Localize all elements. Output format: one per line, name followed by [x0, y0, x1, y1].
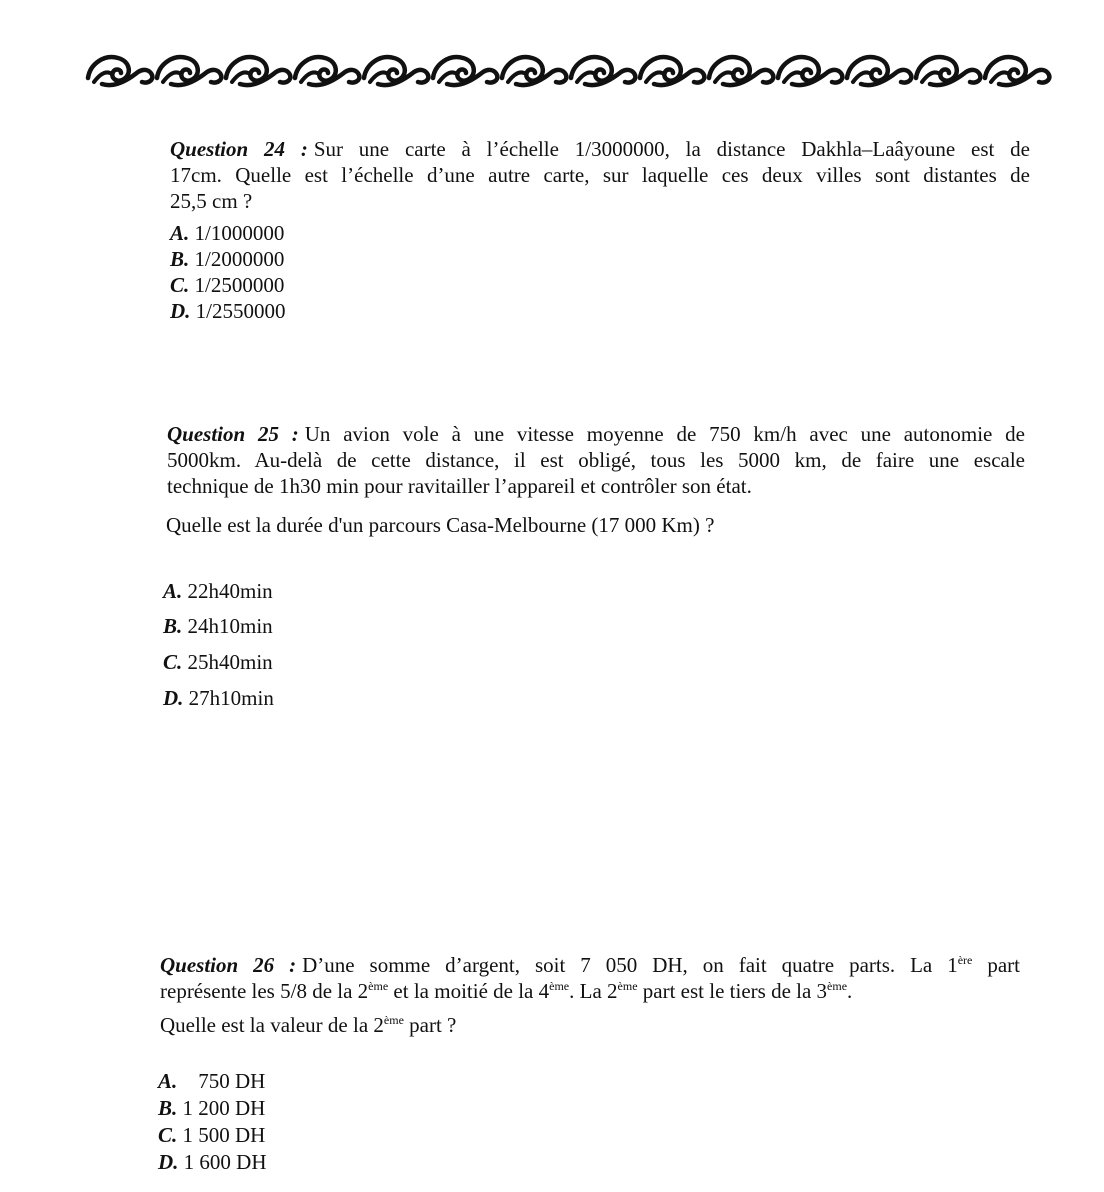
choice-25-b[interactable]: B. 24h10min	[163, 614, 273, 638]
question-25-line-3: technique de 1h30 min pour ravitailler l’appareil et contrôler son état.	[167, 474, 752, 498]
question-24-line-1: Question 24 : Sur une carte à l’échelle 1/3000000, la distance Dakhla–Laâyoune est de	[170, 137, 1030, 161]
choice-26-a[interactable]: A. 750 DH	[158, 1069, 266, 1093]
question-26	[160, 952, 1020, 1004]
question-26-line-2: représente les 5/8 de la 2ème et la moitié de la 4ème. La 2ème part est le tiers de la 3ème.	[160, 979, 853, 1003]
question-25-prompt: Quelle est la durée d'un parcours Casa-Melbourne (17 000 Km) ?	[166, 513, 715, 537]
question-25	[167, 421, 1025, 499]
ornament-border	[84, 42, 1064, 98]
choice-24-b[interactable]: B. 1/2000000	[170, 247, 285, 271]
choice-25-a[interactable]: A. 22h40min	[163, 579, 273, 603]
scroll-wave-ornament-icon	[84, 42, 1064, 98]
choice-26-c[interactable]: C. 1 500 DH	[158, 1123, 266, 1147]
question-26-label: Question 26 :	[160, 953, 297, 977]
question-24-label: Question 24 :	[170, 137, 308, 161]
question-25-label: Question 25 :	[167, 422, 299, 446]
question-24	[170, 136, 1030, 214]
question-24-line-3: 25,5 cm ?	[170, 189, 253, 213]
choice-25-d[interactable]: D. 27h10min	[163, 686, 274, 710]
choice-26-b[interactable]: B. 1 200 DH	[158, 1096, 266, 1120]
question-25-line-2: 5000km. Au-delà de cette distance, il est obligé, tous les 5000 km, de faire une escale	[167, 448, 1025, 472]
choice-24-a[interactable]: A. 1/1000000	[170, 221, 285, 245]
question-26-line-1: Question 26 : D’une somme d’argent, soit 7 050 DH, on fait quatre parts. La 1ère part	[160, 953, 1020, 977]
choice-25-c[interactable]: C. 25h40min	[163, 650, 273, 674]
choice-24-c[interactable]: C. 1/2500000	[170, 273, 285, 297]
choice-24-d[interactable]: D. 1/2550000	[170, 299, 286, 323]
question-26-prompt: Quelle est la valeur de la 2ème part ?	[160, 1013, 457, 1037]
question-24-line-2: 17cm. Quelle est l’échelle d’une autre carte, sur laquelle ces deux villes sont distantes de	[170, 163, 1030, 187]
question-25-line-1: Question 25 : Un avion vole à une vitesse moyenne de 750 km/h avec une autonomie de	[167, 422, 1025, 446]
choice-26-d[interactable]: D. 1 600 DH	[158, 1150, 267, 1174]
